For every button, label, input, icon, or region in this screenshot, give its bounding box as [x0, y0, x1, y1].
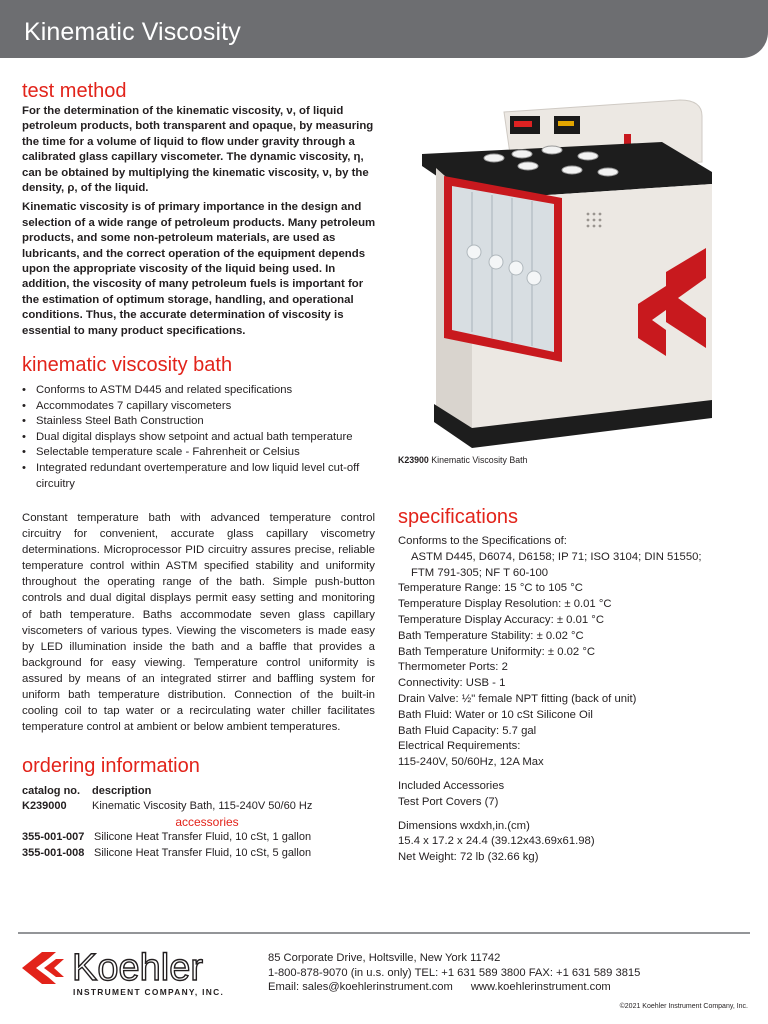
bath-description: Constant temperature bath with advanced temperature control circuitry for convenient, accurate glass capillary viscometry determinations. Microprocessor PID circuitry assures precise, reliable temperature control within ASTM specified stability and uniformity throughout the operating range of the bath. Simple push-button controls and dual digital displays permit easy setting and monitoring of bath temperature. Baths accommodate seven glass capillary viscometers of various types. Viewing the viscometers is made easy by LED illumination inside the bath and a baffle that provides a background for easy viewing. Temperature control uniformity is assured by means of an integrated stirrer and baffling system for uniform bath temperature distribution. Connection of the built-in cooling coil to tap water or a recirculating water chiller facilitates temperature control at ambient or below ambient temperatures. — [22, 512, 375, 734]
spec-display-accuracy: Temperature Display Accuracy: ± 0.01 °C — [398, 613, 604, 626]
bath-heading: kinematic viscosity bath — [22, 354, 233, 376]
spec-display-resolution: Temperature Display Resolution: ± 0.01 °C — [398, 598, 612, 611]
catalog-number: K239000 — [22, 800, 67, 813]
spec-electrical-label: Electrical Requirements: — [398, 740, 521, 753]
item-description: Silicone Heat Transfer Fluid, 10 cSt, 5 gallon — [94, 846, 312, 859]
photo-caption — [398, 455, 527, 465]
ordering-header-row — [22, 784, 352, 799]
feature-item: • Conforms to ASTM D445 and related specifications — [22, 383, 372, 399]
bath-feature-list — [22, 383, 372, 492]
header-bar — [0, 0, 768, 58]
feature-item: • Selectable temperature scale - Fahrenheit or Celsius — [22, 445, 372, 461]
spec-included-label: Included Accessories — [398, 779, 505, 792]
spec-dimensions-value: 15.4 x 17.2 x 24.4 (39.12x43.69x61.98) — [398, 835, 595, 848]
item-description: Silicone Heat Transfer Fluid, 10 cSt, 1 gallon — [94, 831, 312, 844]
spec-uniformity: Bath Temperature Uniformity: ± 0.02 °C — [398, 645, 595, 658]
feature-item: • Stainless Steel Bath Construction — [22, 414, 372, 430]
copyright: ©2021 Koehler Instrument Company, Inc. — [619, 1003, 748, 1010]
email-web-line — [268, 980, 640, 995]
email-link[interactable]: Email: sales@koehlerinstrument.com — [268, 981, 453, 993]
koehler-logo-icon — [22, 944, 240, 1000]
spec-included-value: Test Port Covers (7) — [398, 795, 499, 808]
page-title: Kinematic Viscosity — [24, 18, 241, 46]
spec-fluid-capacity: Bath Fluid Capacity: 5.7 gal — [398, 724, 537, 737]
caption-code: K23900 — [398, 455, 429, 465]
spec-connectivity: Connectivity: USB - 1 — [398, 677, 506, 690]
ordering-heading: ordering information — [22, 755, 200, 777]
power-switch-icon — [624, 134, 631, 144]
table-row — [22, 830, 352, 845]
contact-info — [268, 951, 640, 995]
feature-item: • Dual digital displays show setpoint and actual bath temperature — [22, 430, 372, 446]
spec-temp-range: Temperature Range: 15 °C to 105 °C — [398, 582, 583, 595]
catalog-column-header: catalog no. — [22, 785, 81, 797]
description-column-header: description — [92, 785, 152, 797]
feature-item: • Accommodates 7 capillary viscometers — [22, 399, 372, 415]
footer-divider — [18, 932, 750, 934]
spec-net-weight: Net Weight: 72 lb (32.66 kg) — [398, 851, 539, 864]
spec-bath-fluid: Bath Fluid: Water or 10 cSt Silicone Oil — [398, 708, 593, 721]
specifications-heading: specifications — [398, 506, 519, 528]
address: 85 Corporate Drive, Holtsville, New York 11742 — [268, 952, 501, 964]
catalog-number: 355-001-007 — [22, 831, 85, 844]
specifications-list — [398, 534, 763, 866]
caption-text: Kinematic Viscosity Bath — [428, 455, 528, 465]
spec-thermometer-ports: Thermometer Ports: 2 — [398, 661, 508, 674]
website-link[interactable]: www.koehlerinstrument.com — [470, 981, 611, 993]
logo-wordmark: Koehler — [72, 947, 203, 989]
phone-numbers: 1-800-878-9070 (in u.s. only) TEL: +1 631 589 3800 FAX: +1 631 589 3815 — [268, 966, 641, 979]
accessories-label: accessories — [175, 815, 239, 830]
spec-drain-valve: Drain Valve: ½" female NPT fitting (back of unit) — [398, 692, 637, 705]
table-row — [22, 846, 352, 861]
company-logo — [22, 944, 240, 1000]
spec-electrical-value: 115-240V, 50/60Hz, 12A Max — [398, 756, 544, 769]
spec-conforms-line: ASTM D445, D6074, D6158; IP 71; ISO 3104; DIN 51550; — [411, 550, 702, 563]
viscosity-bath-illustration — [412, 72, 760, 457]
logo-subtitle: INSTRUMENT COMPANY, INC. — [73, 987, 225, 997]
spec-conforms-line: FTM 791-305; NF T 60-100 — [411, 566, 549, 579]
item-description: Kinematic Viscosity Bath, 115-240V 50/60 Hz — [92, 800, 313, 813]
spec-conforms-label: Conforms to the Specifications of: — [398, 535, 567, 547]
ordering-table — [22, 784, 352, 861]
feature-item: • Integrated redundant overtemperature and low liquid level cut-off circuitry — [22, 461, 372, 492]
catalog-number: 355-001-008 — [22, 846, 85, 859]
table-row — [22, 799, 352, 814]
test-method-section — [22, 80, 378, 339]
test-method-heading: test method — [22, 80, 127, 102]
product-photo — [412, 72, 760, 457]
spec-dimensions-label: Dimensions wxdxh,in.(cm) — [398, 819, 530, 832]
test-method-paragraph-1: For the determination of the kinematic viscosity, ν, of liquid petroleum products, both transparent and opaque, by measuring the time for a volume of liquid to flow under gravity through a calibrated glass capillary viscometer. The dynamic viscosity, η, can be obtained by multiplying the kinematic viscosity, ν, by the density, ρ, of the liquid. — [22, 105, 374, 195]
spec-stability: Bath Temperature Stability: ± 0.02 °C — [398, 629, 584, 642]
test-method-paragraph-2: Kinematic viscosity is of primary importance in the design and selection of a wide range of petroleum products. Many petroleum products, and some non-petroleum materials, are used as lubricants, and the correct operation of the equipment depends upon the appropriate viscosity of the liquid being used. In addition, the viscosity of many petroleum fuels is important for the estimation of optimum storage, handling, and operational conditions. Thus, the accurate determination of viscosity is essential to many product specifications. — [22, 201, 376, 337]
